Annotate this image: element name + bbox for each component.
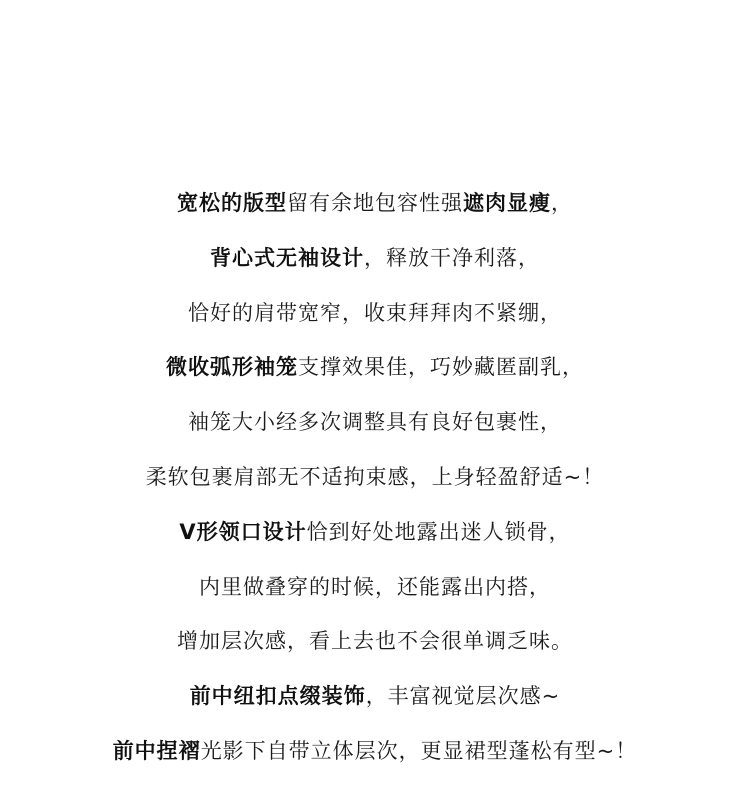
body-text: 内里做叠穿的时候，还能露出内搭，	[199, 574, 551, 599]
description-line	[0, 395, 750, 450]
description-line	[0, 669, 750, 724]
body-text: ，丰富视觉层次感~	[365, 684, 561, 709]
description-line	[0, 450, 750, 505]
description-line	[0, 505, 750, 560]
highlight-text: 遮肉显瘦	[463, 191, 551, 215]
body-text: 留有余地包容性强	[287, 191, 463, 215]
body-text: ，释放干净利落，	[364, 245, 540, 270]
highlight-text: V形领口设计	[179, 519, 307, 544]
description-line	[0, 286, 750, 341]
description-line	[0, 560, 750, 615]
body-text: 光影下自带立体层次，更显裙型蓬松有型~！	[200, 738, 638, 763]
body-text: 增加层次感，看上去也不会很单调乏味。	[177, 629, 573, 654]
description-line	[0, 724, 750, 779]
highlight-text: 前中捏褶	[112, 738, 201, 763]
highlight-text: 前中纽扣点缀装饰	[189, 684, 366, 709]
highlight-text: 宽松的版型	[177, 191, 287, 215]
description-line	[0, 614, 750, 669]
description-line	[0, 340, 750, 395]
highlight-text: 背心式无袖设计	[210, 245, 364, 270]
body-text: 袖笼大小经多次调整具有良好包裹性，	[188, 410, 562, 435]
body-text: 恰好的肩带宽窄，收束拜拜肉不紧绷，	[188, 300, 562, 325]
body-text: 恰到好处地露出迷人锁骨，	[306, 519, 571, 544]
product-description	[0, 176, 750, 779]
description-line	[0, 176, 750, 231]
body-text: 支撑效果佳，巧妙藏匿副乳，	[298, 355, 584, 380]
description-line	[0, 231, 750, 286]
body-text: ，	[551, 191, 573, 215]
highlight-text: 微收弧形袖笼	[166, 355, 298, 380]
body-text: 柔软包裹肩部无不适拘束感，上身轻盈舒适~！	[145, 464, 605, 489]
